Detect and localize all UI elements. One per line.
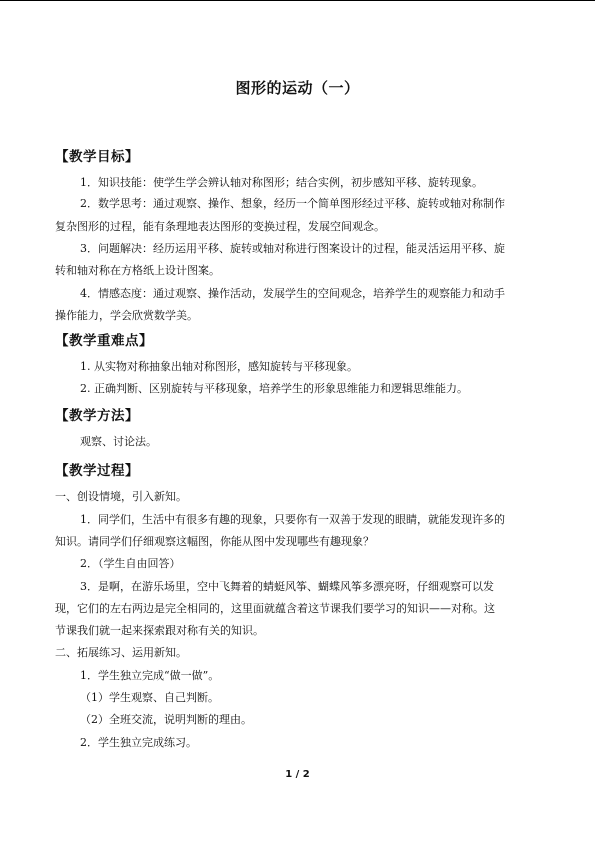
goals-line-1: 1．知识技能：使学生学会辨认轴对称图形；结合实例，初步感知平移、旋转现象。 (80, 176, 483, 189)
process-line-5: 3．是啊，在游乐场里，空中飞舞着的蜻蜓风筝、蝴蝶风筝多漂亮呀，仔细观察可以发 (80, 580, 494, 593)
process-line-4: 2．（学生自由回答） (80, 557, 181, 570)
process-line-11: （2）全班交流，说明判断的理由。 (80, 713, 252, 726)
goals-line-4: 3．问题解决：经历运用平移、旋转或轴对称进行图案设计的过程，能灵活运用平移、旋 (80, 242, 505, 255)
goals-line-5: 转和轴对称在方格纸上设计图案。 (55, 264, 220, 277)
process-line-3: 知识。请同学们仔细观察这幅图，你能从图中发现哪些有趣现象？ (55, 535, 374, 548)
heading-process: 【教学过程】 (55, 463, 139, 479)
process-line-12: 2．学生独立完成练习。 (80, 736, 197, 749)
heading-goals: 【教学目标】 (55, 149, 139, 165)
heading-methods: 【教学方法】 (55, 408, 139, 424)
heading-key-points: 【教学重难点】 (55, 333, 153, 349)
goals-line-7: 操作能力，学会欣赏数学美。 (55, 309, 198, 322)
page-number: 1 / 2 (285, 769, 310, 780)
process-line-1: 一、创设情境，引入新知。 (55, 490, 187, 503)
process-line-9: 1．学生独立完成“做一做”。 (80, 669, 220, 682)
goals-line-6: 4．情感态度：通过观察、操作活动，发展学生的空间观念，培养学生的观察能力和动手 (80, 287, 505, 300)
key-points-line-2: 2. 正确判断、区别旋转与平移现象，培养学生的形象思维能力和逻辑思维能力。 (80, 382, 468, 395)
process-line-8: 二、拓展练习、运用新知。 (55, 646, 187, 659)
goals-line-2: 2．数学思考：通过观察、操作、想象，经历一个简单图形经过平移、旋转或轴对称制作 (80, 197, 505, 210)
process-line-2: 1．同学们，生活中有很多有趣的现象，只要你有一双善于发现的眼睛，就能发现许多的 (80, 513, 505, 526)
page-title: 图形的运动（一） (235, 79, 360, 97)
process-line-7: 节课我们就一起来探索跟对称有关的知识。 (55, 624, 264, 637)
key-points-line-1: 1. 从实物对称抽象出轴对称图形，感知旋转与平移现象。 (80, 360, 358, 373)
methods-line-1: 观察、讨论法。 (80, 435, 157, 448)
process-line-6: 现，它们的左右两边是完全相同的，这里面就蕴含着这节课我们要学习的知识——对称。这 (55, 602, 495, 615)
goals-line-3: 复杂图形的过程，能有条理地表达图形的变换过程，发展空间观念。 (55, 220, 385, 233)
process-line-10: （1）学生观察、自己判断。 (80, 691, 219, 704)
